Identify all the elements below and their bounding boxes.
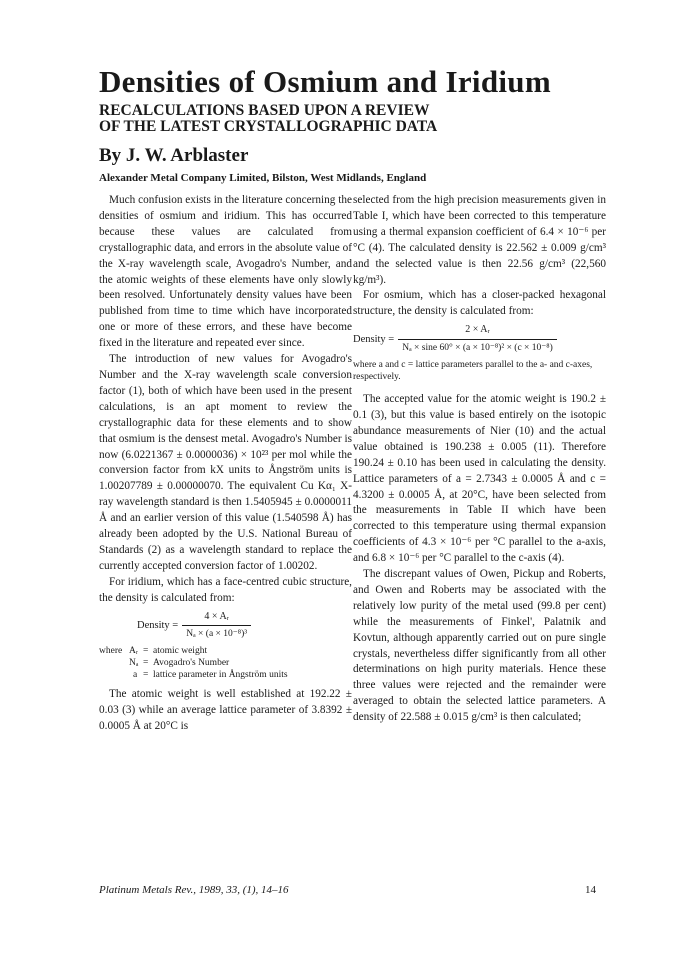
formula-denominator: Nₐ × (a × 10⁻⁸)³ bbox=[182, 625, 251, 643]
article-subtitle bbox=[99, 103, 437, 135]
where-label: where bbox=[99, 646, 123, 657]
paragraph: For iridium, which has a face-centred cubic structure, the density is calculated from: bbox=[99, 575, 352, 604]
author-affiliation: Alexander Metal Company Limited, Bilston, West Midlands, England bbox=[99, 172, 427, 184]
definition-symbol: Nₐ bbox=[129, 658, 139, 669]
paragraph: The accepted value for the atomic weight is 190.2 ± 0.1 (3), but this value is based entirely on the isotopic abundance measurements of Nier (10) and the actual value obtained is 190.238 ± 0.005 (11). Therefore 190.24 ± 0.10 has been used in calculating the density. Lattice parameters of a = 2.7343 ± 0.0005 Å and c = 4.3200 ± 0.0005 Å, at 20°C, have been selected from the measurements in Table II which have been corrected to this temperature using thermal expansion coefficients of 4.3 × 10⁻⁶ per °C parallel to the a-axis, and 6.8 × 10⁻⁶ per °C parallel to the c-axis (4). bbox=[353, 393, 606, 565]
formula-note: where a and c = lattice parameters parallel to the a- and c-axes, respectively. bbox=[353, 360, 593, 383]
formula-numerator: 2 × Aᵣ bbox=[465, 324, 490, 336]
iridium-density-formula bbox=[99, 609, 352, 644]
paragraph: The discrepant values of Owen, Pickup and Roberts, and Owen and Roberts may be associated with the relatively low purity of the metal used (99.8 per cent) while the measurements of Finkel', Palatnik and Kovtun, although apparently carried out on pure single crystals, nevertheless differ significantly from all other determinations on high purity materials. Hence these three values were rejected and the remainder were averaged to obtain the selected lattice parameters. A density of 22.588 ± 0.015 g/cm³ is then calculated; bbox=[353, 568, 606, 724]
formula-label: Density = bbox=[353, 333, 395, 345]
subtitle-line-1: RECALCULATIONS BASED UPON A REVIEW bbox=[99, 102, 430, 119]
paragraph: Much confusion exists in the literature concerning the densities of osmium and iridium. This has occurred because these values are calculated from crystallographic data, and errors in the absolute value of the X-ray wavelength scale, Avogadro's Number, and the atomic weights of these elements have only slowly been resolved. Unfortunately density values have been published from time to time which have incorporated one or more of these errors, and these have become fixed in the literature and repeated ever since. bbox=[99, 194, 352, 350]
definition-text: atomic weight bbox=[153, 646, 208, 657]
formula-denominator: Nₐ × sine 60° × (a × 10⁻⁸)² × (c × 10⁻⁸) bbox=[398, 339, 557, 357]
formula-definitions bbox=[99, 645, 352, 681]
definition-row bbox=[99, 669, 352, 681]
paragraph: For osmium, which has a closer-packed hexagonal structure, the density is calculated from: bbox=[353, 289, 606, 318]
formula-label: Density = bbox=[137, 620, 179, 632]
paragraph: The atomic weight is well established at 192.22 ± 0.03 (3) while an average lattice parameter of 3.8392 ± 0.0005 Å at 20°C is bbox=[99, 688, 352, 733]
paragraph: The introduction of new values for Avogadro's Number and the X-ray wavelength scale conversion factor (1), both of which have been used in the present calculations, is an apt moment to review the crystallographic data for these elements and to show that osmium is the densest metal. Avogadro's Number is now (6.0221367 ± 0.0000036) × 10²³ per mol while the conversion factor from kX units to Ångström units is 1.00207789 ± 0.00000070. The equivalent Cu Kα₁ X-ray wavelength standard is then 1.5405945 ± 0.0000011 Å and an earlier version of this value (1.540598 Å) has already been adopted by the U.S. National Bureau of Standards (2) as a wavelength standard to replace the currently accepted conversion factor of 1.00202. bbox=[99, 353, 352, 572]
formula-fraction bbox=[398, 322, 557, 357]
formula-fraction bbox=[182, 609, 251, 644]
definition-text: Avogadro's Number bbox=[153, 658, 230, 669]
formula-numerator: 4 × Aᵣ bbox=[204, 610, 229, 622]
definition-symbol: Aᵣ bbox=[129, 646, 139, 657]
definition-symbol: a bbox=[133, 670, 138, 681]
subtitle-line-2: OF THE LATEST CRYSTALLOGRAPHIC DATA bbox=[99, 118, 438, 135]
definition-row bbox=[99, 645, 352, 657]
journal-citation: Platinum Metals Rev., 1989, 33, (1), 14–16 bbox=[99, 884, 289, 896]
page-number: 14 bbox=[585, 884, 596, 896]
equals-sign: = bbox=[143, 658, 149, 669]
right-column bbox=[353, 193, 606, 726]
osmium-density-formula bbox=[353, 322, 606, 357]
left-column bbox=[99, 193, 352, 735]
equals-sign: = bbox=[143, 646, 149, 657]
article-title: Densities of Osmium and Iridium bbox=[99, 64, 551, 99]
equals-sign: = bbox=[143, 670, 149, 681]
definition-text: lattice parameter in Ångström units bbox=[153, 670, 288, 681]
paragraph: selected from the high precision measurements given in Table I, which have been corrected to this temperature using a thermal expansion coefficient of 6.4 × 10⁻⁶ per °C (4). The calculated density is 22.562 ± 0.009 g/cm³ and the selected value is then 22.56 g/cm³ (22,560 kg/m³). bbox=[353, 194, 606, 286]
definition-row bbox=[99, 657, 352, 669]
author-byline: By J. W. Arblaster bbox=[99, 145, 249, 166]
